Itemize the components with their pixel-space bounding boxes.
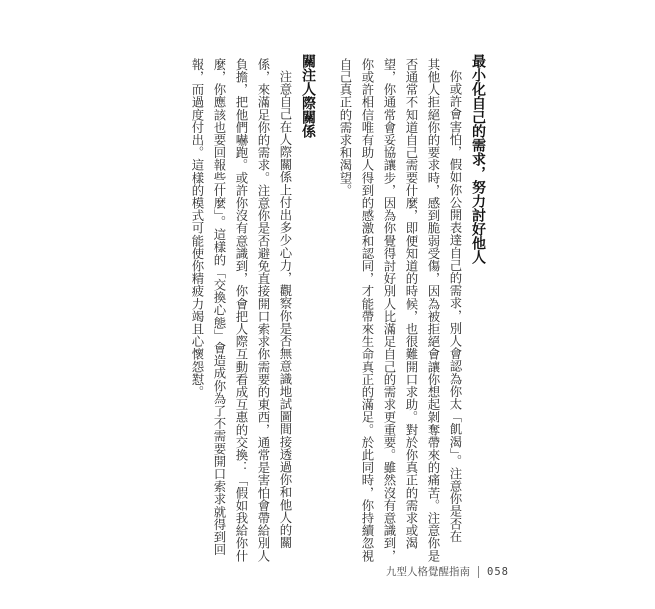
paragraph-column: 你或許會害怕，假如你公開表達自己的需求，別人會認為你太「飢渴」。注意你是否在 (448, 70, 463, 543)
section-heading-needs: 最小化自己的需求，努力討好他人 (470, 54, 486, 264)
paragraph-column: 自己真正的需求和渴望。 (338, 58, 353, 197)
paragraph-column: 負擔，把他們嚇跑。或許你沒有意識到，你會把人際互動看成互惠的交換：「假如我給你什 (234, 58, 249, 562)
section-heading-relationships: 關注人際關係 (300, 54, 316, 138)
paragraph-column: 麼，你應該也要回報些什麼」。這樣的「交換心態」會造成你為了不需要開口索求就得到回 (212, 58, 227, 556)
paragraph-column: 報，而過度付出。這樣的模式可能使你精疲力竭且心懷怨懟。 (190, 58, 205, 399)
paragraph-column: 係，來滿足你的需求。注意你是否避免直接開口索求你需要的東西，通常是害怕會帶給別人 (256, 58, 271, 562)
paragraph-column: 其他人拒絕你的要求時，感到脆弱受傷，因為被拒絕會讓你想起剝奪帶來的痛苦。注意你是 (426, 58, 441, 562)
paragraph-column: 你或許相信唯有助人得到的感激和認同，才能帶來生命真正的滿足。於此同時，你持續忽視 (360, 58, 375, 562)
paragraph-column: 否通常不知道自己需要什麼，即便知道的時候，也很難開口求助。對於你真正的需求或渴 (404, 58, 419, 550)
paragraph-column: 望，你通常會妥協讓步，因為你覺得討好別人比滿足自己的需求更重要。雖然沒有意識到， (382, 58, 397, 562)
book-title: 九型人格覺醒指南 (386, 566, 470, 578)
page-footer (386, 564, 509, 579)
page-number: 058 (487, 565, 509, 578)
footer-divider (478, 566, 479, 578)
paragraph-column: 注意自己在人際關係上付出多少心力，觀察你是否無意識地試圖間接透過你和他人的關 (278, 70, 293, 549)
